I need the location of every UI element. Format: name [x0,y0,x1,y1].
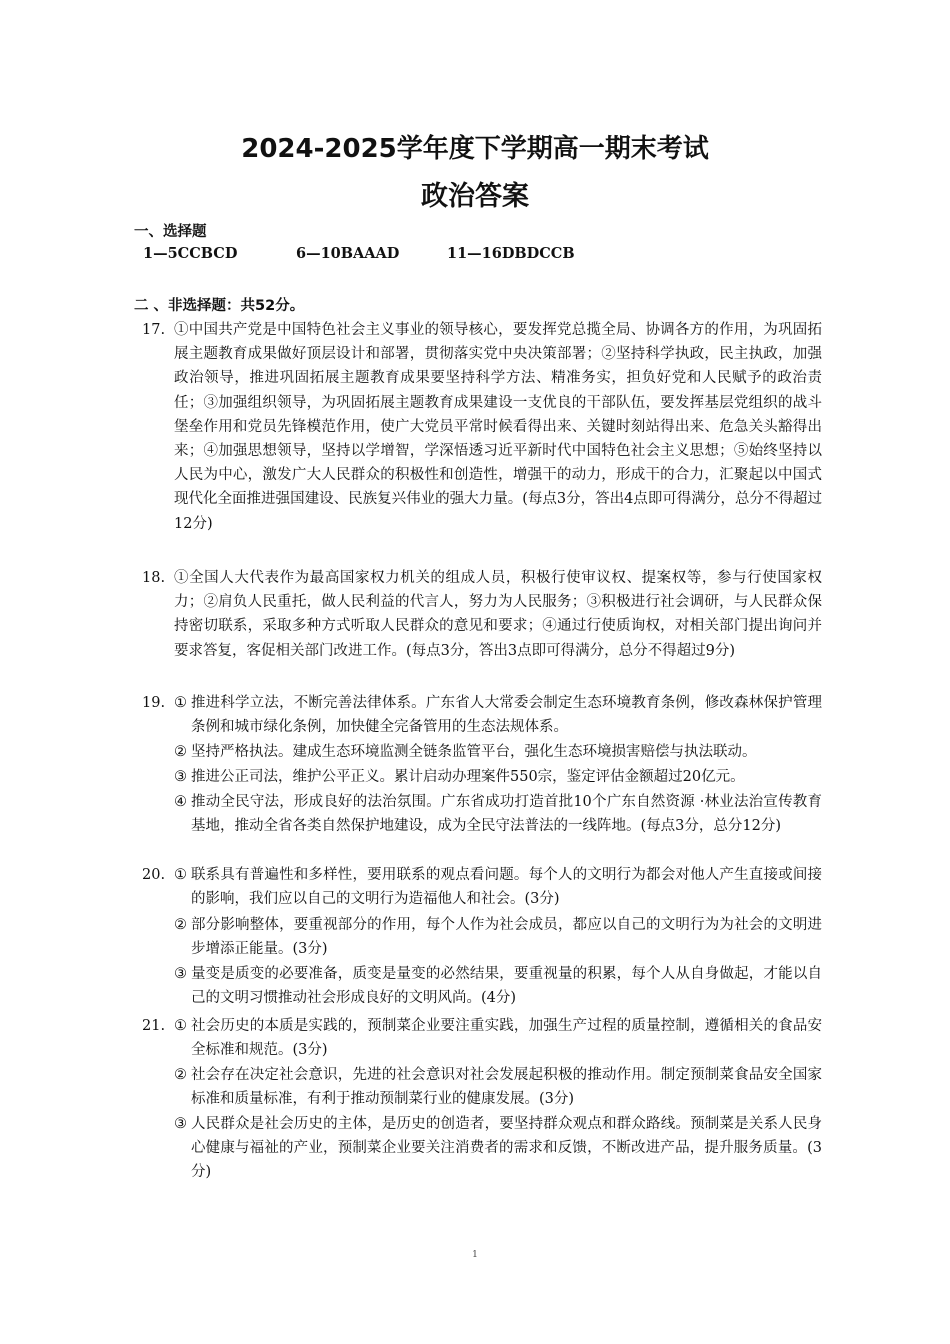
point-marker: ② [174,1067,187,1083]
answer-point [174,1063,822,1111]
answer-point [174,863,822,911]
answer-point [174,913,822,961]
answer-group-11-16: 11—16DBDCCB [447,245,575,262]
question-number: 19. [142,695,166,711]
page-subtitle: 政治答案 [421,181,529,212]
point-marker: ① [174,1018,187,1034]
question-number: 20. [142,867,166,883]
point-text: 推进科学立法，不断完善法律体系。广东省人大常委会制定生态环境教育条例，修改森林保护管理条例和城市绿化条例，加快健全完备管用的生态法规体系。 [191,695,822,736]
point-text: 部分影响整体，要重视部分的作用，每个人作为社会成员，都应以自己的文明行为为社会的文明进步增添正能量。(3分) [191,917,822,958]
point-marker: ③ [174,1116,187,1132]
section-heading-nonchoice: 二 、非选择题：共52分。 [134,298,305,314]
page-number: 1 [472,1250,478,1260]
point-text: 联系具有普遍性和多样性，要用联系的观点看问题。每个人的文明行为都会对他人产生直接或间接的影响，我们应以自己的文明行为造福他人和社会。(3分) [191,867,822,908]
point-text: 推进公正司法，维护公平正义。累计启动办理案件550宗，鉴定评估金额超过20亿元。 [191,769,745,785]
point-marker: ① [174,695,187,711]
point-text: 社会存在决定社会意识，先进的社会意识对社会发展起积极的推动作用。制定预制菜食品安全国家标准和质量标准，有利于推动预制菜行业的健康发展。(3分) [191,1067,822,1108]
section-heading-choice: 一、选择题 [134,224,207,240]
point-marker: ② [174,917,187,933]
point-text: 坚持严格执法。建成生态环境监测全链条监管平台，强化生态环境损害赔偿与执法联动。 [191,744,757,760]
question-answer-text: ①中国共产党是中国特色社会主义事业的领导核心，要发挥党总揽全局、协调各方的作用，为巩固拓展主题教育成果做好顶层设计和部署，贯彻落实党中央决策部署；②坚持科学执政，民主执政，加强政治领导，推进巩固拓展主题教育成果要坚持科学方法、精准务实，担负好党和人民赋予的政治责任；③加强组织领导，为巩固拓展主题教育成果建设一支优良的干部队伍，要发挥基层党组织的战斗堡垒作用和党员先锋模范作用，使广大党员平常时候看得出来、关键时刻站得出来、危急关头豁得出来；④加强思想领导，坚持以学增智，学深悟透习近平新时代中国特色社会主义思想；⑤始终坚持以人民为中心，激发广大人民群众的积极性和创造性，增强干的动力，形成干的合力，汇聚起以中国式现代化全面推进强国建设、民族复兴伟业的强大力量。(每点3分，答出4点即可得满分，总分不得超过12分) [174,322,822,532]
answer-group-6-10: 6—10BAAAD [296,245,400,262]
question-number: 17. [142,322,166,338]
question-number: 21. [142,1018,166,1034]
point-marker: ① [174,867,187,883]
answer-point [174,1014,822,1062]
answer-point [174,790,822,838]
point-text: 推动全民守法，形成良好的法治氛围。广东省成功打造首批10个广东自然资源 ·林业法治宣传教育基地，推动全省各类自然保护地建设，成为全民守法普法的一线阵地。(每点3分，总分12分) [191,794,822,835]
answer-point [174,962,822,1010]
point-text: 量变是质变的必要准备，质变是量变的必然结果，要重视量的积累，每个人从自身做起，才能以自己的文明习惯推动社会形成良好的文明风尚。(4分) [191,966,822,1007]
point-text: 社会历史的本质是实践的，预制菜企业要注重实践，加强生产过程的质量控制，遵循相关的食品安全标准和规范。(3分) [191,1018,822,1059]
point-marker: ② [174,744,187,760]
point-marker: ④ [174,794,187,810]
question-answer-text: ①全国人大代表作为最高国家权力机关的组成人员，积极行使审议权、提案权等，参与行使国家权力；②肩负人民重托，做人民利益的代言人，努力为人民服务；③积极进行社会调研，与人民群众保持密切联系，采取多种方式听取人民群众的意见和要求；④通过行使质询权，对相关部门提出询问并要求答复，客促相关部门改进工作。(每点3分，答出3点即可得满分，总分不得超过9分) [174,570,822,659]
answer-point [174,691,822,739]
answer-point [174,740,822,764]
point-marker: ③ [174,966,187,982]
question-17 [142,318,822,536]
page-title: 2024-2025学年度下学期高一期末考试 [241,134,709,164]
answer-group-1-5: 1—5CCBCD [143,245,238,262]
question-number: 18. [142,570,166,586]
answer-point [174,765,822,789]
point-text: 人民群众是社会历史的主体，是历史的创造者，要坚持群众观点和群众路线。预制菜是关系人民身心健康与福祉的产业，预制菜企业要关注消费者的需求和反馈，不断改进产品，提升服务质量。(3分) [191,1116,822,1181]
point-marker: ③ [174,769,187,785]
question-18 [142,566,822,663]
answer-point [174,1112,822,1185]
